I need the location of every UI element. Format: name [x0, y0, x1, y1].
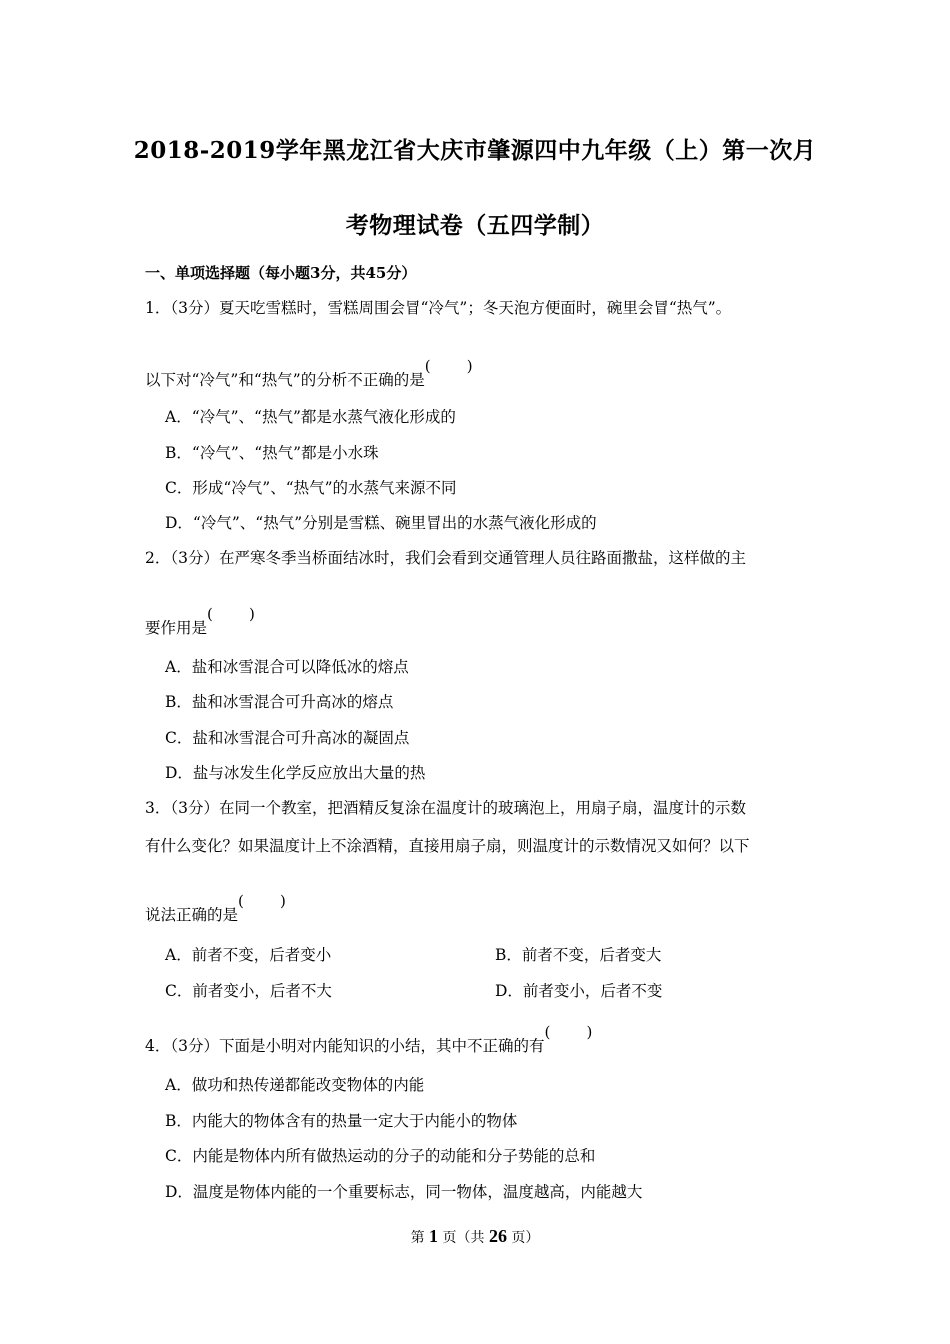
question-4-line-1	[145, 1023, 593, 1057]
footer-middle: 页（共	[442, 1230, 485, 1246]
question-2-option-a: A．盐和冰雪混合可以降低冰的熔点	[165, 658, 409, 676]
question-1-option-d: D．“冷气”、“热气”分别是雪糕、碗里冒出的水蒸气液化形成的	[165, 514, 597, 532]
answer-blank: ( )	[207, 605, 255, 623]
footer-page-number: 1	[429, 1226, 439, 1246]
question-1-line-2	[145, 357, 473, 391]
question-2-option-d: D．盐与冰发生化学反应放出大量的热	[165, 764, 426, 782]
question-1-option-b: B．“冷气”、“热气”都是小水珠	[165, 444, 379, 462]
footer-total-pages: 26	[488, 1226, 507, 1246]
question-4-option-c: C．内能是物体内所有做热运动的分子的动能和分子势能的总和	[165, 1147, 596, 1165]
question-4-option-b: B．内能大的物体含有的热量一定大于内能小的物体	[165, 1112, 518, 1130]
question-1-stem-end: 以下对“冷气”和“热气”的分析不正确的是	[145, 371, 425, 389]
question-4-option-a: A．做功和热传递都能改变物体的内能	[165, 1076, 425, 1094]
question-2-line-2	[145, 605, 255, 639]
question-3-option-b: B．前者不变，后者变大	[495, 946, 662, 964]
question-2-option-c: C．盐和冰雪混合可升高冰的凝固点	[165, 729, 410, 747]
question-3-stem-end: 说法正确的是	[145, 906, 239, 924]
question-2-line-1: 2．（3分）在严寒冬季当桥面结冰时，我们会看到交通管理人员往路面撒盐，这样做的主	[145, 549, 746, 567]
page-title-line-1: 2018-2019学年黑龙江省大庆市肇源四中九年级（上）第一次月	[133, 137, 817, 164]
answer-blank: ( )	[424, 357, 473, 375]
question-2-stem-end: 要作用是	[145, 619, 208, 637]
page-footer	[0, 1226, 950, 1247]
question-4-stem: 4．（3分）下面是小明对内能知识的小结，其中不正确的有	[145, 1037, 545, 1055]
question-4-option-d: D．温度是物体内能的一个重要标志，同一物体，温度越高，内能越大	[165, 1183, 643, 1201]
footer-prefix: 第	[410, 1230, 425, 1246]
question-1-option-c: C．形成“冷气”、“热气”的水蒸气来源不同	[165, 479, 457, 497]
question-3-line-1: 3．（3分）在同一个教室，把酒精反复涂在温度计的玻璃泡上，用扇子扇，温度计的示数	[145, 799, 746, 817]
footer-suffix: 页）	[511, 1230, 540, 1246]
question-1-option-a: A．“冷气”、“热气”都是水蒸气液化形成的	[165, 408, 456, 426]
page-title-line-2: 考物理试卷（五四学制）	[345, 212, 605, 239]
question-3-option-c: C．前者变小，后者不大	[165, 982, 332, 1000]
question-3-option-d: D．前者变小，后者不变	[495, 982, 663, 1000]
question-3-line-3	[145, 892, 286, 926]
question-1-line-1: 1．（3分）夏天吃雪糕时，雪糕周围会冒“冷气”；冬天泡方便面时，碗里会冒“热气”。	[145, 299, 732, 317]
question-3-option-a: A．前者不变，后者变小	[165, 946, 332, 964]
section-heading: 一、单项选择题（每小题3分，共45分）	[145, 264, 417, 282]
question-3-line-2: 有什么变化？如果温度计上不涂酒精，直接用扇子扇，则温度计的示数情况又如何？以下	[145, 837, 750, 855]
answer-blank: ( )	[544, 1023, 593, 1041]
answer-blank: ( )	[238, 892, 286, 910]
question-2-option-b: B．盐和冰雪混合可升高冰的熔点	[165, 693, 394, 711]
